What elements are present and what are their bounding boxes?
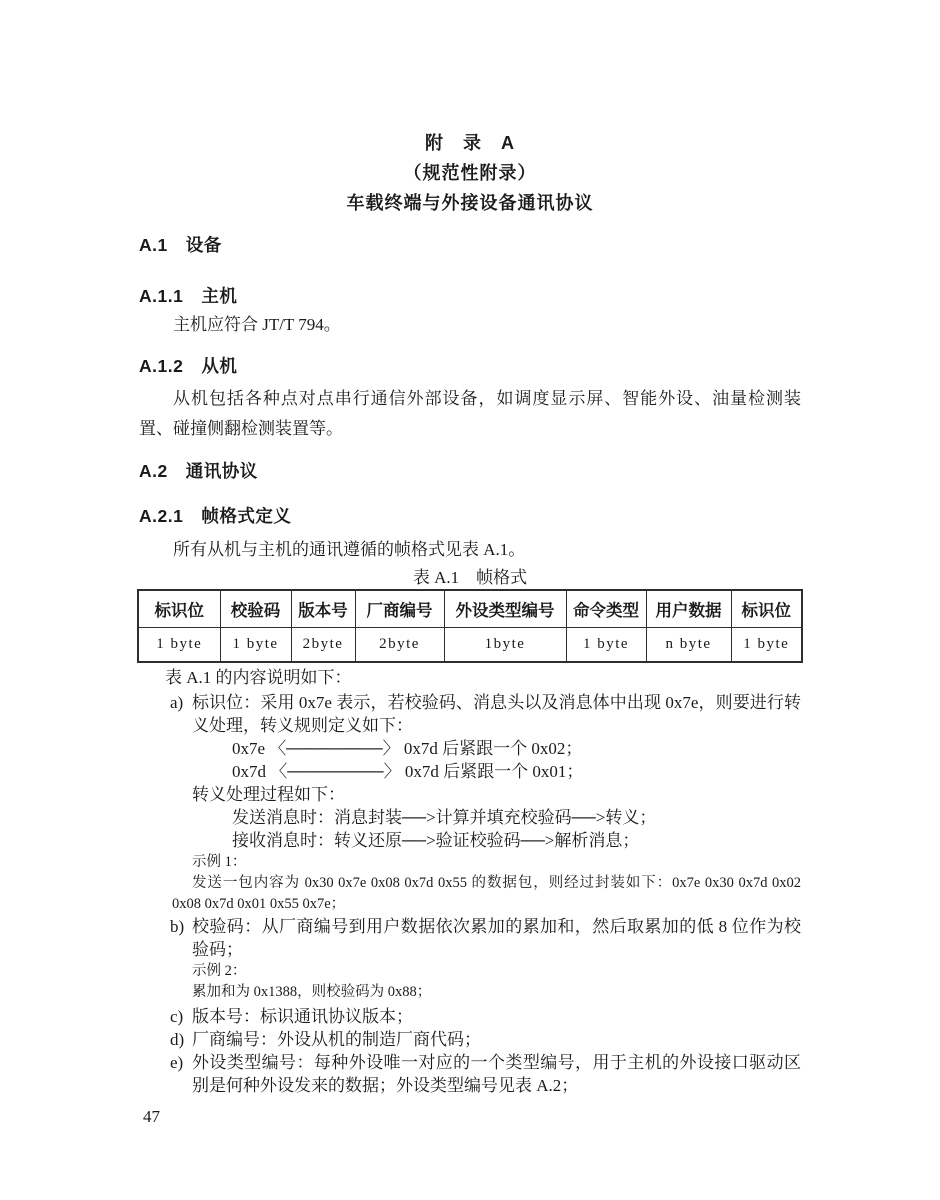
appendix-title: 附 录 A [425, 133, 515, 153]
list-item-b-text: 校验码：从厂商编号到用户数据依次累加的累加和，然后取累加的低 8 位作为校验码； [192, 917, 801, 959]
appendix-main-title: 车载终端与外接设备通讯协议 [346, 193, 594, 213]
example-2-label: 示例 2： [192, 963, 247, 979]
table-data-cell: 1 byte [220, 628, 291, 663]
table-header-cell: 标识位 [138, 590, 220, 628]
paragraph-a11-body: 主机应符合 JT/T 794。 [173, 315, 341, 334]
table-header-cell: 版本号 [291, 590, 355, 628]
escape-process-send: 发送消息时：消息封装──>计算并填充校验码──>转义； [232, 808, 657, 827]
table-header-cell: 命令类型 [566, 590, 646, 628]
table-a1-notes-intro: 表 A.1 的内容说明如下： [165, 668, 352, 687]
notes-list [139, 691, 801, 1097]
example-1-text: 发送一包内容为 0x30 0x7e 0x08 0x7d 0x55 的数据包，则经过封装如下：0x7e 0x30 0x7d 0x02 0x08 0x7d 0x01 0x55 0x7e； [172, 875, 801, 912]
list-item-d-label: d) [170, 1030, 185, 1049]
appendix-title-block [139, 128, 801, 218]
list-item-e-text: 外设类型编号：每种外设唯一对应的一个类型编号，用于主机的外设接口驱动区别是何种外设发来的数据；外设类型编号见表 A.2； [192, 1053, 801, 1095]
example-1-label: 示例 1： [192, 854, 247, 870]
escape-rules [232, 737, 801, 783]
list-item-c-text: 版本号：标识通讯协议版本； [192, 1007, 413, 1026]
heading-a2: A.2 通讯协议 [139, 461, 258, 481]
escape-process-receive: 接收消息时：转义还原──>验证校验码──>解析消息； [232, 831, 640, 850]
list-item-a-text: 标识位：采用 0x7e 表示，若校验码、消息头以及消息体中出现 0x7e，则要进行转义处理，转义规则定义如下： [192, 693, 801, 735]
list-item-a-label: a) [170, 693, 184, 712]
list-item-b [139, 915, 801, 1003]
escape-rule-2: 0x7d 〈────────〉 0x7d 后紧跟一个 0x01； [232, 762, 584, 781]
table-data-cell: 1 byte [731, 628, 802, 663]
paragraph-a12-body: 从机包括各种点对点串行通信外部设备，如调度显示屏、智能外设、油量检测装置、碰撞侧翻检测装置等。 [139, 389, 801, 438]
appendix-subtitle: （规范性附录） [403, 163, 537, 183]
table-header-cell: 厂商编号 [355, 590, 444, 628]
heading-a1: A.1 设备 [139, 235, 222, 255]
table-header-cell: 校验码 [220, 590, 291, 628]
example-2-text: 累加和为 0x1388，则校验码为 0x88； [192, 984, 432, 1000]
page-number: 47 [143, 1107, 160, 1126]
escape-process-title: 转义处理过程如下： [192, 785, 345, 804]
table-data-cell: 1byte [444, 628, 566, 663]
table-data-cell: 2byte [355, 628, 444, 663]
table-a1 [137, 589, 803, 663]
table-data-cell: 1 byte [566, 628, 646, 663]
list-item-c-label: c) [170, 1007, 184, 1026]
table-data-cell: 1 byte [138, 628, 220, 663]
list-item-a [139, 691, 801, 915]
heading-a11: A.1.1 主机 [139, 286, 238, 306]
table-a1-data-row [138, 628, 802, 663]
list-item-e-label: e) [170, 1053, 184, 1072]
escape-rule-1: 0x7e 〈────────〉 0x7d 后紧跟一个 0x02； [232, 739, 583, 758]
table-data-cell: n byte [646, 628, 731, 663]
list-item-c [139, 1005, 801, 1028]
list-item-e [139, 1051, 801, 1097]
table-header-cell: 外设类型编号 [444, 590, 566, 628]
table-header-cell: 用户数据 [646, 590, 731, 628]
heading-a21: A.2.1 帧格式定义 [139, 506, 292, 526]
table-a1-header-row [138, 590, 802, 628]
list-item-b-label: b) [170, 917, 185, 936]
example-2 [192, 961, 801, 1003]
heading-a12: A.1.2 从机 [139, 356, 238, 376]
table-header-cell: 标识位 [731, 590, 802, 628]
list-item-d-text: 厂商编号：外设从机的制造厂商代码； [192, 1030, 481, 1049]
paragraph-a21-body: 所有从机与主机的通讯遵循的帧格式见表 A.1。 [173, 540, 526, 559]
list-item-d [139, 1028, 801, 1051]
table-data-cell: 2byte [291, 628, 355, 663]
example-1 [172, 852, 801, 915]
table-a1-caption: 表 A.1 帧格式 [412, 568, 528, 587]
escape-process [232, 806, 801, 852]
